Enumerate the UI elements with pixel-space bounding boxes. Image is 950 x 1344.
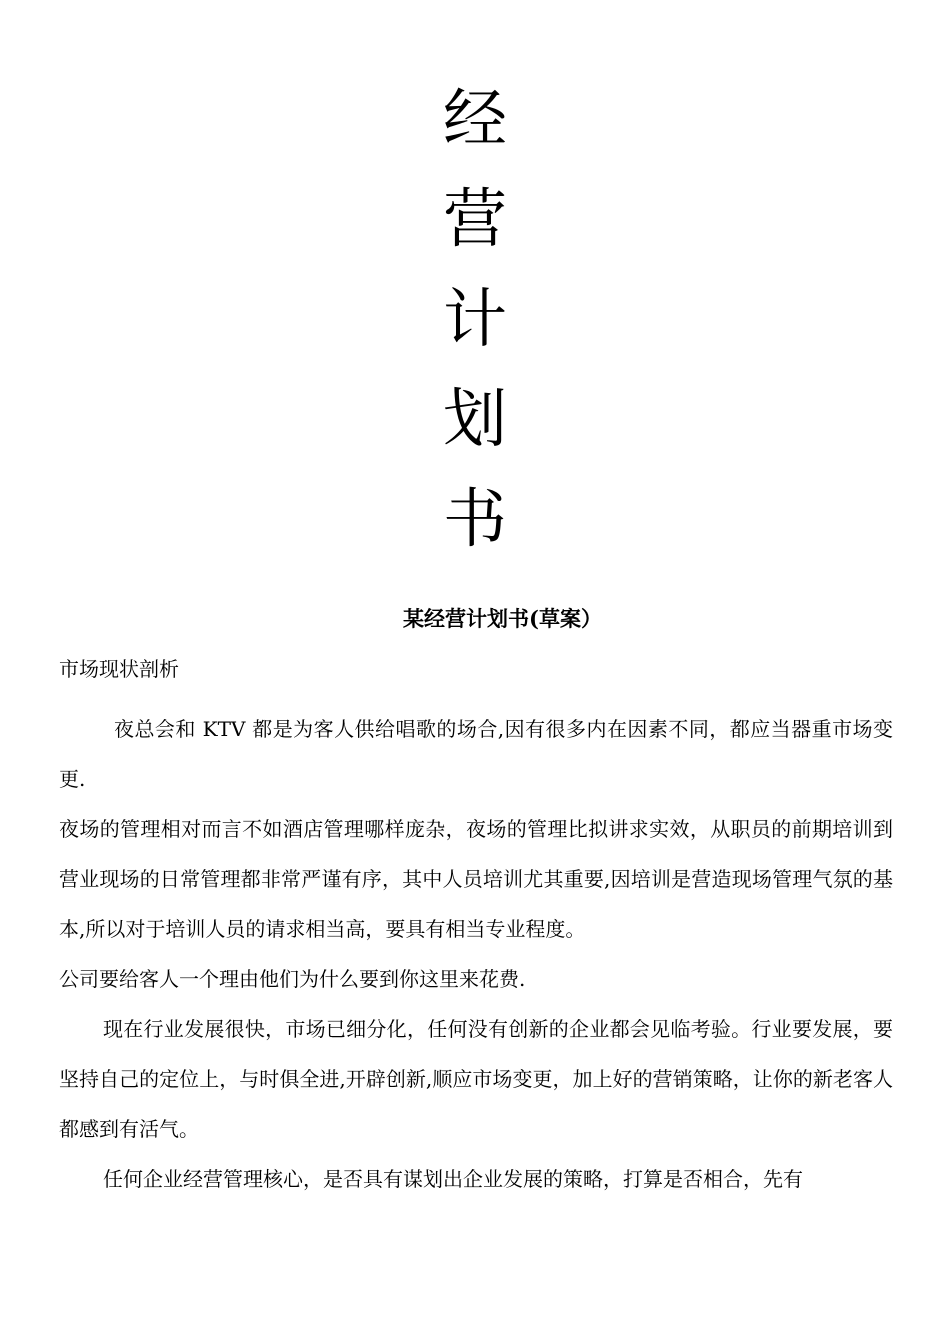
cover-title-char: 书 [443, 483, 507, 557]
cover-title [0, 70, 950, 570]
paragraph: 现在行业发展很快，市场已细分化，任何没有创新的企业都会见临考验。行业要发展，要坚持自己的定位上，与时俱全进,开辟创新,顺应市场变更，加上好的营销策略，让你的新老客人都感到有活气。 [59, 1017, 893, 1141]
paragraph: 夜总会和 KTV 都是为客人供给唱歌的场合,因有很多内在因素不同，都应当器重市场变更. [59, 717, 893, 791]
cover-title-char: 计 [443, 283, 507, 357]
paragraph: 任何企业经营管理核心，是否具有谋划出企业发展的策略，打算是否相合，先有 [103, 1167, 803, 1191]
paragraph: 夜场的管理相对而言不如酒店管理哪样庞杂，夜场的管理比拟讲求实效，从职员的前期培训到营业现场的日常管理都非常严谨有序，其中人员培训尤其重要,因培训是营造现场管理气氛的基本,所以对于培训人员的请求相当高，要具有相当专业程度。 [59, 817, 893, 941]
cover-title-char: 营 [443, 183, 507, 257]
paragraph: 公司要给客人一个理由他们为什么要到你这里来花费. [59, 967, 526, 991]
cover-title-char: 经 [443, 83, 507, 157]
cover-title-char: 划 [443, 383, 507, 457]
document-body [59, 654, 893, 1204]
document-title: 某经营计划书(草案） [403, 606, 602, 631]
section-heading: 市场现状剖析 [59, 657, 179, 681]
